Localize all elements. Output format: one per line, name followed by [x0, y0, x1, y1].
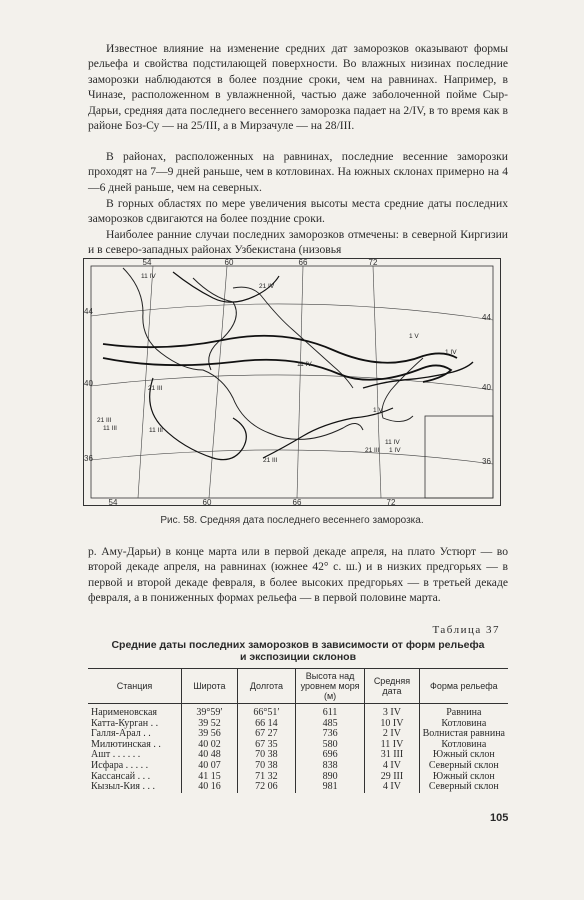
col-header-latitude: Широта	[181, 669, 237, 704]
cell-relief: Равнина	[419, 704, 508, 719]
cell-mean-date: 29 III	[365, 772, 419, 783]
table-label: Таблица 37	[432, 624, 500, 636]
cell-longitude: 67 27	[237, 729, 295, 740]
isoline-label: 11 IV	[385, 439, 400, 446]
meridian-60	[209, 266, 227, 498]
lon-label-bottom-54: 54	[108, 498, 118, 507]
cell-altitude: 981	[295, 782, 364, 793]
cell-altitude: 736	[295, 729, 364, 740]
isoline-label: 1 IV	[445, 349, 457, 356]
lat-label-right-44: 44	[482, 313, 491, 322]
isoline-label: 11 III	[149, 427, 163, 434]
isoline-label: 21 III	[365, 447, 380, 454]
table-title-line2: и экспозиции склонов	[239, 651, 357, 663]
cell-latitude: 41 15	[181, 772, 237, 783]
cell-longitude: 66 14	[237, 719, 295, 730]
meridian-66	[297, 266, 303, 498]
cell-relief: Южный склон	[419, 772, 508, 783]
isoline-3	[363, 362, 473, 388]
parallel-36	[91, 450, 493, 464]
cell-longitude: 66°51′	[237, 704, 295, 719]
cell-latitude: 39°59′	[181, 704, 237, 719]
cell-relief: Волнистая равнина	[419, 729, 508, 740]
cell-mean-date: 3 IV	[365, 704, 419, 719]
cell-altitude: 611	[295, 704, 364, 719]
paragraph-amu-darya: р. Аму-Дарьи) в конце марта или в первой декаде апреля, на плато Устюрт — во второй декаде апреля, на равнинах (южнее 42° с. ш.) и в низких предгорьях — в первой и второй декаде февраля, в более высоких предгорьях — в третьей декаде февраля, а в пониженных формах рельефа — в первой половине марта.	[88, 545, 508, 605]
frost-date-map	[83, 258, 501, 506]
page-number: 105	[490, 812, 509, 824]
cell-station: Галля-Арал . .	[91, 728, 151, 740]
cell-longitude: 72 06	[237, 782, 295, 793]
isoline-label: 21 IV	[259, 283, 275, 290]
lat-label-left-44: 44	[84, 307, 93, 316]
col-header-station: Станция	[88, 669, 181, 704]
table-header-row	[88, 669, 508, 704]
cell-longitude: 70 38	[237, 750, 295, 761]
lon-label-bottom-60: 60	[202, 498, 212, 507]
cell-longitude: 71 32	[237, 772, 295, 783]
figure-caption: Рис. 58. Средняя дата последнего весеннего заморозка.	[160, 515, 424, 526]
cell-longitude: 70 38	[237, 761, 295, 772]
cell-station: Ашт . . . . . .	[91, 749, 141, 761]
table-title-line1: Средние даты последних заморозков в зависимости от форм рельефа	[111, 639, 485, 651]
table-row	[88, 704, 508, 719]
paragraph-frost-relief: Известное влияние на изменение средних дат заморозков оказывают формы рельефа и свойства подстилающей поверхности. Во влажных низинах последние заморозки наблюдаются в более поздние сроки, чем на равнинах. Например, в Чиназе, расположенном в увлажненной, частью даже заболоченной пойме Сыр-Дарьи, средняя дата последнего весеннего заморозка падает на 2/IV, в то время как в районе Боз-Су — на 25/III, а в Мирзачуле — на 28/III.	[88, 42, 508, 133]
lat-label-right-36: 36	[482, 457, 491, 466]
map-figure	[83, 258, 501, 506]
paragraph-plains: В районах, расположенных на равнинах, последние весенние заморозки проходят на 7—9 дней раньше, чем в котловинах. На южных склонах примерно на 4—6 дней раньше, чем на северных.	[88, 150, 508, 194]
lon-label-bottom-66: 66	[292, 498, 302, 507]
cell-relief: Котловина	[419, 740, 508, 751]
cell-relief: Северный склон	[419, 782, 508, 793]
cell-latitude: 39 52	[181, 719, 237, 730]
lon-label-top-60: 60	[224, 258, 234, 267]
isoline-4	[150, 378, 247, 460]
caspian-coast-line	[123, 268, 363, 439]
cell-latitude: 40 16	[181, 782, 237, 793]
cell-mean-date: 11 IV	[365, 740, 419, 751]
cell-latitude: 40 02	[181, 740, 237, 751]
meridian-72	[373, 266, 381, 498]
lat-label-right-40: 40	[482, 383, 491, 392]
cell-mean-date: 4 IV	[365, 782, 419, 793]
isoline-label: 1 IV	[389, 447, 401, 454]
isoline-label: 21 III	[263, 457, 278, 464]
parallel-44	[91, 304, 493, 320]
isoline-label: 1 V	[373, 407, 383, 414]
cell-mean-date: 10 IV	[365, 719, 419, 730]
cell-station: Милютинская . .	[91, 738, 161, 750]
cell-altitude: 485	[295, 719, 364, 730]
cell-relief: Котловина	[419, 719, 508, 730]
cell-station: Катта-Курган . .	[91, 717, 159, 729]
cell-mean-date: 4 IV	[365, 761, 419, 772]
col-header-longitude: Долгота	[237, 669, 295, 704]
paragraph-mountains: В горных областях по мере увеличения высоты места средние даты последних заморозков сдвигаются на более поздние сроки.	[88, 197, 508, 226]
frost-dates-table	[88, 668, 508, 793]
cell-station: Исфара . . . . .	[91, 759, 149, 771]
isoline-label: 1 V	[409, 333, 419, 340]
cell-mean-date: 31 III	[365, 750, 419, 761]
isoline-label: 11 III	[103, 425, 117, 432]
lon-label-top-66: 66	[298, 258, 308, 267]
lon-label-bottom-72: 72	[386, 498, 396, 507]
lat-label-left-36: 36	[84, 454, 93, 463]
meridian-54	[138, 266, 153, 498]
table-row	[88, 782, 508, 793]
col-header-altitude: Высота над уровнем моря (м)	[295, 669, 364, 704]
isoline-label: 21 III	[148, 385, 163, 392]
cell-station: Нарименовская	[91, 707, 157, 718]
border-line-b	[382, 358, 423, 422]
cell-relief: Южный склон	[419, 750, 508, 761]
cell-mean-date: 2 IV	[365, 729, 419, 740]
lat-label-left-40: 40	[84, 379, 93, 388]
lon-label-top-54: 54	[142, 258, 152, 267]
isoline-label: 21 III	[97, 417, 112, 424]
cell-altitude: 580	[295, 740, 364, 751]
map-outer-frame	[84, 259, 501, 506]
paragraph-earliest: Наиболее ранние случаи последних заморозков отмечены: в северной Киргизии и в северо-западных районах Узбекистана (низовья	[88, 228, 508, 257]
isoline-label: 11 IV	[297, 361, 312, 368]
table-title	[88, 639, 508, 663]
cell-altitude: 696	[295, 750, 364, 761]
col-header-relief: Форма рельефа	[419, 669, 508, 704]
cell-relief: Северный склон	[419, 761, 508, 772]
cell-latitude: 40 07	[181, 761, 237, 772]
lon-label-top-72: 72	[368, 258, 378, 267]
cell-latitude: 39 56	[181, 729, 237, 740]
aral-region-border	[193, 278, 236, 370]
cell-altitude: 838	[295, 761, 364, 772]
isoline-label: 11 IV	[141, 273, 156, 280]
cell-station: Кассансай . . .	[91, 770, 151, 782]
cell-longitude: 67 35	[237, 740, 295, 751]
cell-latitude: 40 48	[181, 750, 237, 761]
cell-altitude: 890	[295, 772, 364, 783]
table-body	[88, 704, 508, 793]
col-header-mean-date: Средняя дата	[365, 669, 419, 704]
table-row	[88, 761, 508, 772]
cell-station: Кызыл-Кия . . .	[91, 781, 155, 793]
